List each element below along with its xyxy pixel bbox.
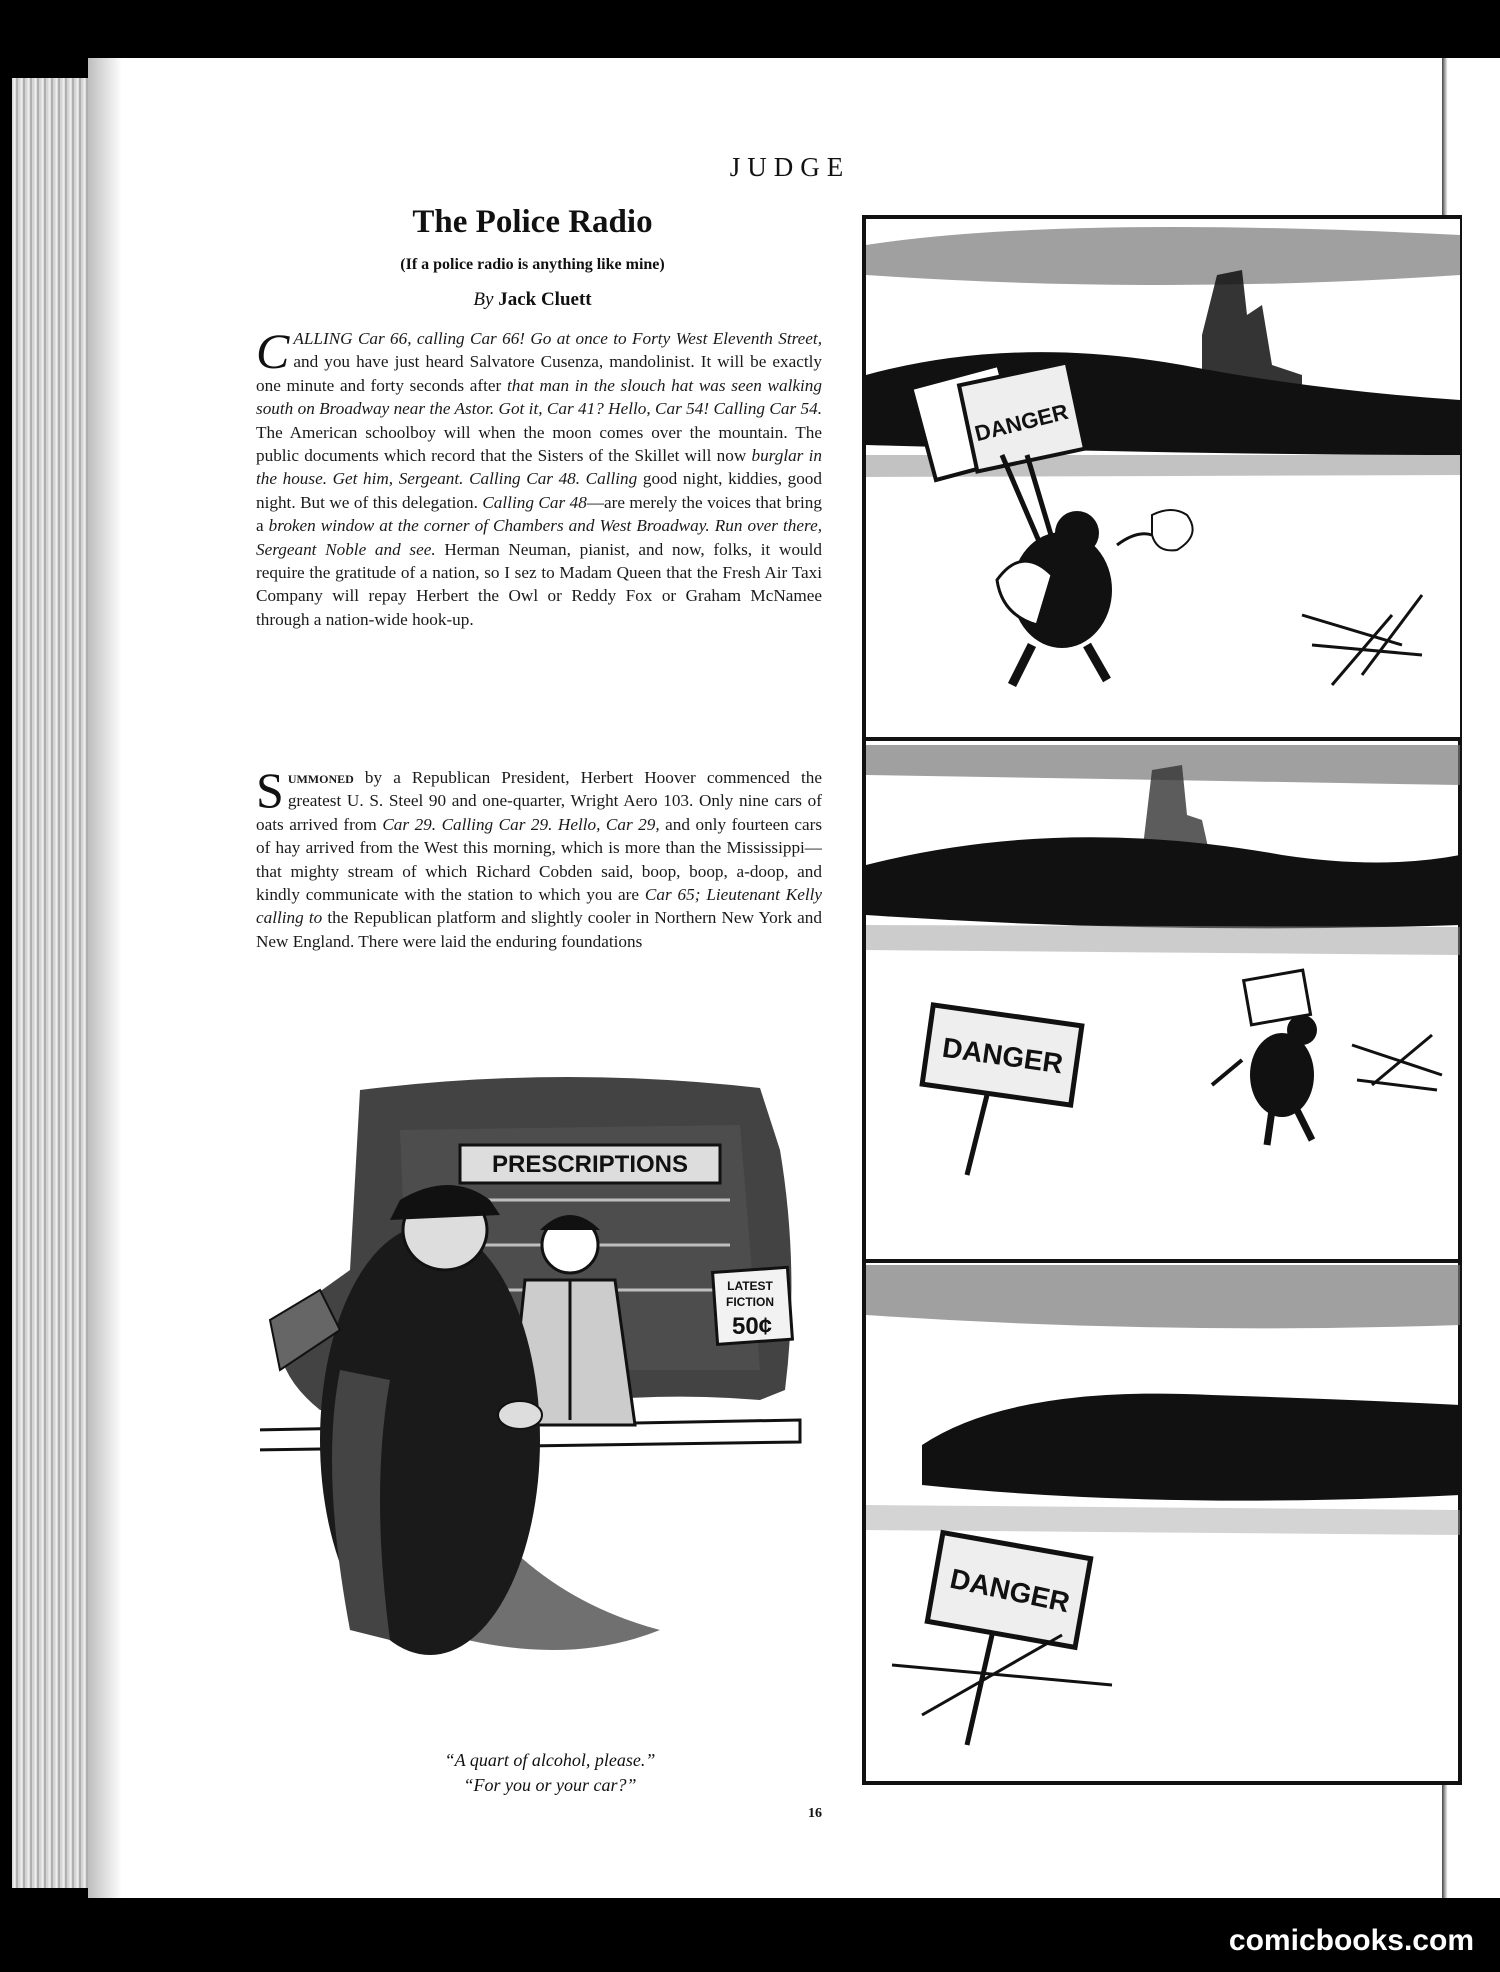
caption-line-1: “A quart of alcohol, please.” [444,1750,656,1770]
text-run: by a Republican President, Herbert Hoover commenced the greatest U. S. Steel 90 and one-quarter, Wright Aero 103. Only nine cars of oats arrived from [256,768,822,834]
text-run: The American schoolboy will when the moon comes over the mountain. The public documents which record that the Sisters of the Skillet will now [256,422,822,466]
danger-sign-text-3: DANGER [947,1562,1073,1619]
comic-panel-1 [866,219,1460,739]
prescriptions-sign-text: PRESCRIPTIONS [491,1151,689,1178]
text-run: the Republican platform and slightly cooler in Northern New York and New England. There were laid the enduring foundations [256,908,822,951]
byline [250,289,815,311]
article-title: The Police Radio [412,204,653,240]
page-number: 16 [808,1806,822,1821]
caption-line-2: “For you or your car?” [463,1775,637,1795]
danger-sign-text-2: DANGER [940,1031,1065,1080]
danger-sign-text-1: DANGER [972,398,1071,447]
author-name: Jack Cluett [498,289,592,310]
site-watermark: comicbooks.com [1228,1924,1474,1957]
text-run: Car 65; Lieutenant Kelly calling to [256,885,822,928]
text-run: Car 29. Calling Car 29. Hello, Car 29, [382,814,660,834]
text-run: and you have just heard Salvatore Cusenza, mandolinist. It will be exactly one minute and forty seconds after [256,352,822,395]
dropcap-s: S [256,762,284,818]
text-run: burglar in the house. Get him, Sergeant. Calling Car 48. Calling [256,446,822,489]
page-shadow [88,58,122,1898]
latest-fiction-price: 50¢ [731,1313,773,1340]
text-run: ummoned [287,768,354,787]
text-run: Calling Car 48 [482,492,587,512]
masthead: JUDGE [729,152,851,182]
text-run: broken window at the corner of Chambers and West Broadway. Run over there, Sergeant Noble and see. [256,516,822,559]
article-paragraph-2 [256,762,823,953]
text-run: —are merely the voices that bring a [256,492,822,536]
text-run: that man in the slouch hat was seen walking south on Broadway near the Astor. Got it, Car 41? Hello, Car 54! Calling Car 54. [256,375,822,419]
article-paragraph-1 [256,323,823,631]
dropcap-c: C [256,323,290,379]
latest-fiction-line2: FICTION [726,1295,774,1309]
drugstore-cartoon [260,1070,820,1720]
danger-sign-comic-strip [862,215,1462,1785]
article-subtitle: (If a police radio is anything like mine) [400,256,665,273]
text-run: Herman Neuman, pianist, and now, folks, it would require the gratitude of a nation, so I sez to Madam Queen that the Fresh Air Taxi Company will repay Herbert the Owl or Reddy Fox or Graham McNamee through a nation-wide hook-up. [256,539,823,629]
text-run: ALLING Car 66, calling Car 66! Go at once to Forty West Eleventh Street, [293,329,822,348]
cartoon-caption [330,1748,770,1798]
byline-prefix: By [473,289,494,310]
latest-fiction-line1: LATEST [727,1279,773,1293]
text-run: good night, kiddies, good night. But we of this delegation. [256,469,822,512]
text-run: and only fourteen cars of hay arrived from the West this morning, which is more than the Mississippi—that mighty stream of which Richard Cobden said, boop, boop, a-doop, and kindly communicate with the station to which you are [256,814,823,905]
